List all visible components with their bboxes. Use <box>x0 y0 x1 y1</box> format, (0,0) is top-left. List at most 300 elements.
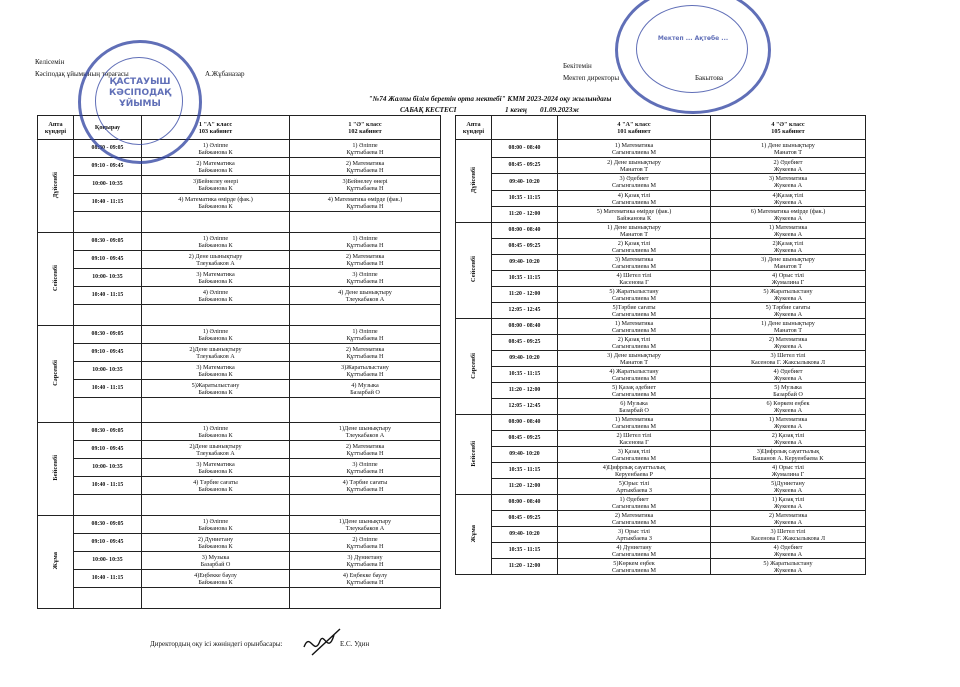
teacher-label: Жукеева А <box>773 502 803 510</box>
lesson-cell <box>290 305 441 326</box>
lesson-cell <box>558 191 711 207</box>
subject-label: 4) Математика өмірде (фак.) <box>178 195 253 203</box>
lesson-cell <box>290 362 441 380</box>
subject-label: 2)Дене шынықтыру <box>189 442 242 450</box>
teacher-label: Байжанова К <box>198 524 233 532</box>
subject-label: 3) Шетел тілі <box>770 351 806 359</box>
lesson-cell <box>558 351 711 367</box>
table-row <box>456 511 866 527</box>
day-label: Бейсенбі <box>470 440 477 467</box>
teacher-label: Керуенбаева Р <box>615 470 653 478</box>
teacher-label: Құттыбаева Н <box>346 202 384 210</box>
lesson-cell <box>290 398 441 423</box>
table-row <box>38 423 441 441</box>
table-row <box>456 207 866 223</box>
table-row <box>456 543 866 559</box>
teacher-label: Құттыбаева Н <box>346 166 384 174</box>
time-cell: 10:00- 10:35 <box>74 269 142 287</box>
teacher-label: Байжанова К <box>198 277 233 285</box>
table-row <box>38 459 441 477</box>
lesson-cell <box>711 383 866 399</box>
time-cell: 10:00- 10:35 <box>74 176 142 194</box>
subject-label: 3) Әліппе <box>352 270 378 278</box>
time-column-header <box>492 116 558 140</box>
time-cell: 09:10 - 09:45 <box>74 344 142 362</box>
time-cell: 08:45 - 09:25 <box>492 511 558 527</box>
time-cell: 10:35 - 11:15 <box>492 271 558 287</box>
subject-label: 1) Әліппе <box>202 141 229 149</box>
teacher-label: Артыкбаева З <box>615 534 653 542</box>
lesson-cell <box>558 543 711 559</box>
time-cell <box>74 588 142 609</box>
teacher-label: Жукеева А <box>773 198 803 206</box>
lesson-cell <box>290 380 441 398</box>
table-row <box>456 303 866 319</box>
subject-label: 5) Жаратылыстану <box>763 287 813 295</box>
lesson-cell <box>711 447 866 463</box>
subject-label: 3)Бейнелеу өнері <box>342 177 388 185</box>
subject-label: 2) Әліппе <box>352 535 378 543</box>
lesson-cell <box>142 398 290 423</box>
lesson-cell <box>142 362 290 380</box>
subject-label: 1)Дене шынықтыру <box>338 424 392 432</box>
table-row <box>38 516 441 534</box>
day-label: Сейсенбі <box>470 256 477 283</box>
lesson-cell <box>558 319 711 335</box>
time-cell: 08:45 - 09:25 <box>492 239 558 255</box>
lesson-cell <box>711 399 866 415</box>
lesson-cell <box>558 511 711 527</box>
lesson-cell <box>290 233 441 251</box>
teacher-label: Жукеева А <box>773 294 803 302</box>
school-stamp-text: Мектеп ... Ақтөбе ... <box>657 35 729 42</box>
time-cell: 08:30 - 09:05 <box>74 516 142 534</box>
time-cell: 08:45 - 09:25 <box>492 158 558 174</box>
teacher-label: Сагынгалиева М <box>612 390 656 398</box>
time-cell: 09:10 - 09:45 <box>74 534 142 552</box>
day-cell <box>38 423 74 516</box>
teacher-label: Құттыбаева Н <box>346 449 384 457</box>
lesson-cell <box>711 527 866 543</box>
table-row <box>38 570 441 588</box>
day-cell <box>38 233 74 326</box>
subject-label: 1) Әліппе <box>202 424 229 432</box>
teacher-label: Жукеева А <box>773 246 803 254</box>
day-cell <box>38 140 74 233</box>
lesson-cell <box>711 495 866 511</box>
time-cell: 11:20 - 12:00 <box>492 559 558 575</box>
footer-label: Директордың оқу ісі жөніндегі орынбасары: <box>150 640 283 648</box>
subject-label: 1) Математика <box>768 223 808 231</box>
table-row <box>38 441 441 459</box>
subject-label: 4) Математика өмірде (фак.) <box>327 195 403 203</box>
left-schedule-table <box>37 115 441 609</box>
teacher-label: Башанов А. Керуенбаева К <box>752 454 824 462</box>
day-column-header: Апта күндері <box>38 116 74 140</box>
subject-label: 1) Математика <box>614 141 654 149</box>
subject-label: 6) Көркем еңбек <box>766 399 810 407</box>
table-row <box>38 158 441 176</box>
lesson-cell <box>290 477 441 495</box>
lesson-cell <box>711 191 866 207</box>
subject-label: 4) Әдебиет <box>773 367 803 375</box>
table-row <box>456 527 866 543</box>
teacher-label: Сагынгалиева М <box>612 262 656 270</box>
table-row <box>38 398 441 423</box>
teacher-label: Касенова Г <box>619 438 649 446</box>
subject-label: 2) Математика <box>196 159 235 167</box>
subject-label: 4) Тәрбие сағаты <box>342 478 388 486</box>
time-cell: 10:40 - 11:15 <box>74 287 142 305</box>
table-row <box>456 239 866 255</box>
teacher-label: Байжанова К <box>198 431 233 439</box>
teacher-label: Байжанова К <box>198 202 233 210</box>
teacher-label: Жукеева А <box>773 310 803 318</box>
time-cell: 09:40- 10:20 <box>492 351 558 367</box>
time-cell: 10:35 - 11:15 <box>492 191 558 207</box>
subject-label: 3) Математика <box>196 460 235 468</box>
teacher-label: Тлеукабаков А <box>345 524 385 532</box>
day-cell <box>38 516 74 609</box>
lesson-cell <box>558 140 711 158</box>
teacher-label: Базарбай О <box>619 406 649 414</box>
subject-label: 4) Әліппе <box>202 288 229 296</box>
time-cell: 10:00- 10:35 <box>74 459 142 477</box>
day-cell <box>456 415 492 495</box>
approve-right-name: Бакытова <box>695 74 724 82</box>
subject-label: 5)Көркем еңбек <box>613 559 655 567</box>
subject-label: 1) Әліппе <box>352 234 378 242</box>
lesson-cell <box>711 303 866 319</box>
lesson-cell <box>711 319 866 335</box>
table-row <box>456 223 866 239</box>
table-row <box>456 255 866 271</box>
union-stamp-text: ҚАСТАУЫШ КӘСІПОДАҚ ҰЙЫМЫ <box>108 77 172 109</box>
time-cell: 10:40 - 11:15 <box>74 570 142 588</box>
subject-label: 5) Математика өмірде (фак.) <box>596 207 672 215</box>
time-cell: 08:45 - 09:25 <box>492 431 558 447</box>
footer-name: Е.С. Удин <box>340 640 370 648</box>
teacher-label: Жукеева А <box>773 342 803 350</box>
teacher-label: Касенова Г <box>619 278 649 286</box>
lesson-cell <box>142 459 290 477</box>
subject-label: 5) Тәрбие сағаты <box>765 303 811 311</box>
teacher-label: Байжанова К <box>198 334 233 342</box>
lesson-cell <box>558 223 711 239</box>
subject-label: 1) Әліппе <box>352 327 378 335</box>
lesson-cell <box>290 176 441 194</box>
lesson-cell <box>290 269 441 287</box>
time-cell: 11:20 - 12:00 <box>492 207 558 223</box>
lesson-cell <box>142 176 290 194</box>
teacher-label: Байжанова К <box>198 148 233 156</box>
teacher-label: Касенова Г. Жаксылыкова Л <box>750 534 826 542</box>
subject-label: 1) Әдебиет <box>619 495 649 503</box>
time-cell: 10:35 - 11:15 <box>492 463 558 479</box>
teacher-label: Байжанова К <box>198 166 233 174</box>
subject-label: 1) Әліппе <box>202 327 229 335</box>
lesson-cell <box>142 570 290 588</box>
lesson-cell <box>558 174 711 191</box>
subject-label: 2) Математика <box>345 345 385 353</box>
lesson-cell <box>142 305 290 326</box>
lesson-cell <box>142 534 290 552</box>
subject-label: 3) Орыс тілі <box>618 527 650 535</box>
teacher-label: Тлеукабаков А <box>345 295 385 303</box>
lesson-cell <box>290 459 441 477</box>
teacher-label: Байжанова К <box>198 485 233 493</box>
day-label: Бейсенбі <box>52 455 59 481</box>
right-schedule-table <box>455 115 866 575</box>
teacher-label: Құттыбаева Н <box>346 277 384 285</box>
teacher-label: Базарбай О <box>200 560 231 568</box>
table-row <box>38 534 441 552</box>
lesson-cell <box>142 269 290 287</box>
subject-label: 4) Орыс тілі <box>772 463 804 471</box>
approve-left-label: Келісемін <box>35 58 65 66</box>
lesson-cell <box>142 212 290 233</box>
day-label: Дүйсенбі <box>52 171 59 199</box>
table-row <box>456 174 866 191</box>
subject-label: 2) Қазақ тілі <box>617 335 651 343</box>
day-label: Жұма <box>470 524 477 543</box>
table-row <box>456 415 866 431</box>
subject-label: 4) Еңбекке баулу <box>342 571 388 579</box>
lesson-cell <box>142 326 290 344</box>
class-4a-header: 4 "А" класс 101 кабинет <box>558 116 711 140</box>
teacher-label: Байжанова К <box>198 241 233 249</box>
lesson-cell <box>711 511 866 527</box>
table-row <box>456 287 866 303</box>
lesson-cell <box>558 158 711 174</box>
subject-label: 1) Математика <box>768 415 808 423</box>
teacher-label: Байжанова К <box>198 295 233 303</box>
subject-label: 3) Әліппе <box>352 460 378 468</box>
class-1b-header: 1 "Ә" класс 102 кабинет <box>290 116 441 140</box>
time-cell: 08:00 - 08:40 <box>492 140 558 158</box>
lesson-cell <box>558 287 711 303</box>
day-label: Жұма <box>52 552 59 570</box>
lesson-cell <box>290 516 441 534</box>
time-cell <box>74 495 142 516</box>
time-cell: 11:20 - 12:00 <box>492 383 558 399</box>
lesson-cell <box>711 158 866 174</box>
lesson-cell <box>558 271 711 287</box>
lesson-cell <box>290 495 441 516</box>
approve-right-label: Бекітемін <box>563 62 592 70</box>
subject-label: 3) Дүниетану <box>347 553 383 561</box>
subject-label: 5) Музыка <box>774 383 802 391</box>
teacher-label: Жукеева А <box>773 438 803 446</box>
teacher-label: Жукеева А <box>773 214 803 222</box>
subject-label: 2) Математика <box>345 159 385 167</box>
table-row <box>456 319 866 335</box>
lesson-cell <box>290 251 441 269</box>
teacher-label: Жукеева А <box>773 230 803 238</box>
lesson-cell <box>142 552 290 570</box>
table-row <box>456 140 866 158</box>
subject-label: 3) Қазақ тілі <box>617 447 651 455</box>
table-row <box>456 335 866 351</box>
table-row <box>456 271 866 287</box>
time-cell <box>74 398 142 423</box>
time-cell: 08:00 - 08:40 <box>492 415 558 431</box>
subject-label: 4) Орыс тілі <box>772 271 804 279</box>
subject-label: 3)Бейнелеу өнері <box>192 177 239 185</box>
lesson-cell <box>290 326 441 344</box>
subject-label: 4) Жаратылыстану <box>609 367 659 375</box>
time-cell: 08:00 - 08:40 <box>492 319 558 335</box>
subtitle-date: 01.09.2023ж <box>540 106 580 114</box>
lesson-cell <box>558 559 711 575</box>
lesson-cell <box>142 477 290 495</box>
teacher-label: Сагынгалиева М <box>612 198 656 206</box>
time-cell: 10:40 - 11:15 <box>74 477 142 495</box>
table-row <box>456 463 866 479</box>
teacher-label: Тлеукабаков А <box>196 449 235 457</box>
lesson-cell <box>142 158 290 176</box>
time-cell: 10:35 - 11:15 <box>492 543 558 559</box>
time-cell: 10:00- 10:35 <box>74 362 142 380</box>
table-row <box>456 559 866 575</box>
subject-label: 2)Дене шынықтыру <box>189 345 242 353</box>
lesson-cell <box>290 194 441 212</box>
teacher-label: Байжанова К <box>198 578 233 586</box>
teacher-label: Касенова Г. Жаксылыкова Л <box>750 358 826 366</box>
teacher-label: Құттыбаева Н <box>346 148 384 156</box>
subject-label: 4) Қазақ тілі <box>617 191 651 199</box>
lesson-cell <box>711 543 866 559</box>
approve-left-line: Кәсіподақ ұйымының төрағасы <box>35 70 129 78</box>
teacher-label: Манатов Т <box>773 148 803 156</box>
teacher-label: Жукеева А <box>773 422 803 430</box>
teacher-label: Базарбай О <box>773 390 803 398</box>
lesson-cell <box>290 212 441 233</box>
lesson-cell <box>711 415 866 431</box>
table-row <box>38 233 441 251</box>
teacher-label: Құттыбаева Н <box>346 467 384 475</box>
table-row <box>38 495 441 516</box>
subject-label: 2) Математика <box>614 511 654 519</box>
time-cell <box>74 305 142 326</box>
time-cell: 08:00 - 08:40 <box>492 223 558 239</box>
teacher-label: Құттыбаева Н <box>346 578 384 586</box>
time-column-header: Қоңырау <box>74 116 142 140</box>
teacher-label: Жукеева А <box>773 566 803 574</box>
day-column-header: Апта күндері <box>456 116 492 140</box>
day-label: Сәрсенбі <box>470 352 477 379</box>
table-row <box>38 477 441 495</box>
lesson-cell <box>711 207 866 223</box>
time-cell: 10:40 - 11:15 <box>74 380 142 398</box>
time-cell: 10:40 - 11:15 <box>74 194 142 212</box>
teacher-label: Жумалина Г <box>771 470 805 478</box>
lesson-cell <box>711 351 866 367</box>
lesson-cell <box>711 335 866 351</box>
time-cell: 08:30 - 09:05 <box>74 140 142 158</box>
lesson-cell <box>558 431 711 447</box>
document-title: "№74 Жалпы білім беретін орта мектебі" КММ 2023-2024 оқу жылындағы <box>368 95 612 103</box>
subject-label: 2) Математика <box>345 442 385 450</box>
table-row <box>456 479 866 495</box>
time-cell: 09:40- 10:20 <box>492 174 558 191</box>
lesson-cell <box>711 431 866 447</box>
subject-label: 3) Математика <box>196 270 235 278</box>
subject-label: 6) Математика өмірде (фак.) <box>750 207 826 215</box>
subject-label: 1) Математика <box>614 319 654 327</box>
time-cell: 08:30 - 09:05 <box>74 233 142 251</box>
teacher-label: Сагынгалиева М <box>612 310 656 318</box>
table-row <box>456 351 866 367</box>
day-label: Сейсенбі <box>52 264 59 292</box>
day-cell <box>456 140 492 223</box>
teacher-label: Байжанова К <box>198 184 233 192</box>
teacher-label: Құттыбаева Н <box>346 334 384 342</box>
lesson-cell <box>142 251 290 269</box>
subject-label: 2) Қазақ тілі <box>617 239 651 247</box>
lesson-cell <box>290 344 441 362</box>
lesson-cell <box>558 463 711 479</box>
lesson-cell <box>142 380 290 398</box>
teacher-label: Құттыбаева Н <box>346 259 384 267</box>
approve-right-line: Мектеп директоры <box>563 74 620 82</box>
teacher-label: Сагынгалиева М <box>612 422 656 430</box>
teacher-label: Сагынгалиева М <box>612 342 656 350</box>
teacher-label: Артыкбаева З <box>615 486 653 494</box>
time-cell: 11:20 - 12:00 <box>492 479 558 495</box>
lesson-cell <box>558 255 711 271</box>
teacher-label: Сагынгалиева М <box>612 326 656 334</box>
subject-label: 3) Математика <box>768 175 808 182</box>
lesson-cell <box>290 552 441 570</box>
lesson-cell <box>142 287 290 305</box>
table-row <box>38 588 441 609</box>
subject-label: 2) Математика <box>345 252 385 260</box>
table-row <box>38 269 441 287</box>
table-row <box>38 176 441 194</box>
lesson-cell <box>558 495 711 511</box>
lesson-cell <box>558 207 711 223</box>
lesson-cell <box>711 174 866 191</box>
lesson-cell <box>142 588 290 609</box>
class-4b-header: 4 "Ә" класс 105 кабинет <box>711 116 866 140</box>
table-row <box>38 380 441 398</box>
teacher-label: Жукеева А <box>773 486 803 494</box>
subject-label: 2) Қазақ тілі <box>771 431 805 439</box>
table-row <box>38 212 441 233</box>
subject-label: 4) Тәрбие сағаты <box>193 478 238 486</box>
time-cell: 08:30 - 09:05 <box>74 326 142 344</box>
table-row <box>456 367 866 383</box>
lesson-cell <box>142 423 290 441</box>
subject-label: 2) Математика <box>768 335 808 343</box>
lesson-cell <box>142 516 290 534</box>
subject-label: 3)Жаратылыстану <box>341 363 389 371</box>
teacher-label: Базарбай О <box>350 388 380 396</box>
teacher-label: Құттыбаева Н <box>346 184 384 192</box>
teacher-label: Тлеукабаков А <box>345 431 385 439</box>
subject-label: 3) Математика <box>196 363 235 371</box>
table-row <box>456 495 866 511</box>
teacher-label: Сагынгалиева М <box>612 566 656 574</box>
subject-label: 2) Дене шынықтыру <box>607 158 661 166</box>
teacher-label: Сагынгалиева М <box>612 454 656 462</box>
day-cell <box>38 326 74 423</box>
time-cell: 08:45 - 09:25 <box>492 335 558 351</box>
subject-label: 5) Жаратылыстану <box>609 287 659 295</box>
teacher-label: Жукеева А <box>773 550 803 558</box>
teacher-label: Сагынгалиева М <box>612 182 656 189</box>
